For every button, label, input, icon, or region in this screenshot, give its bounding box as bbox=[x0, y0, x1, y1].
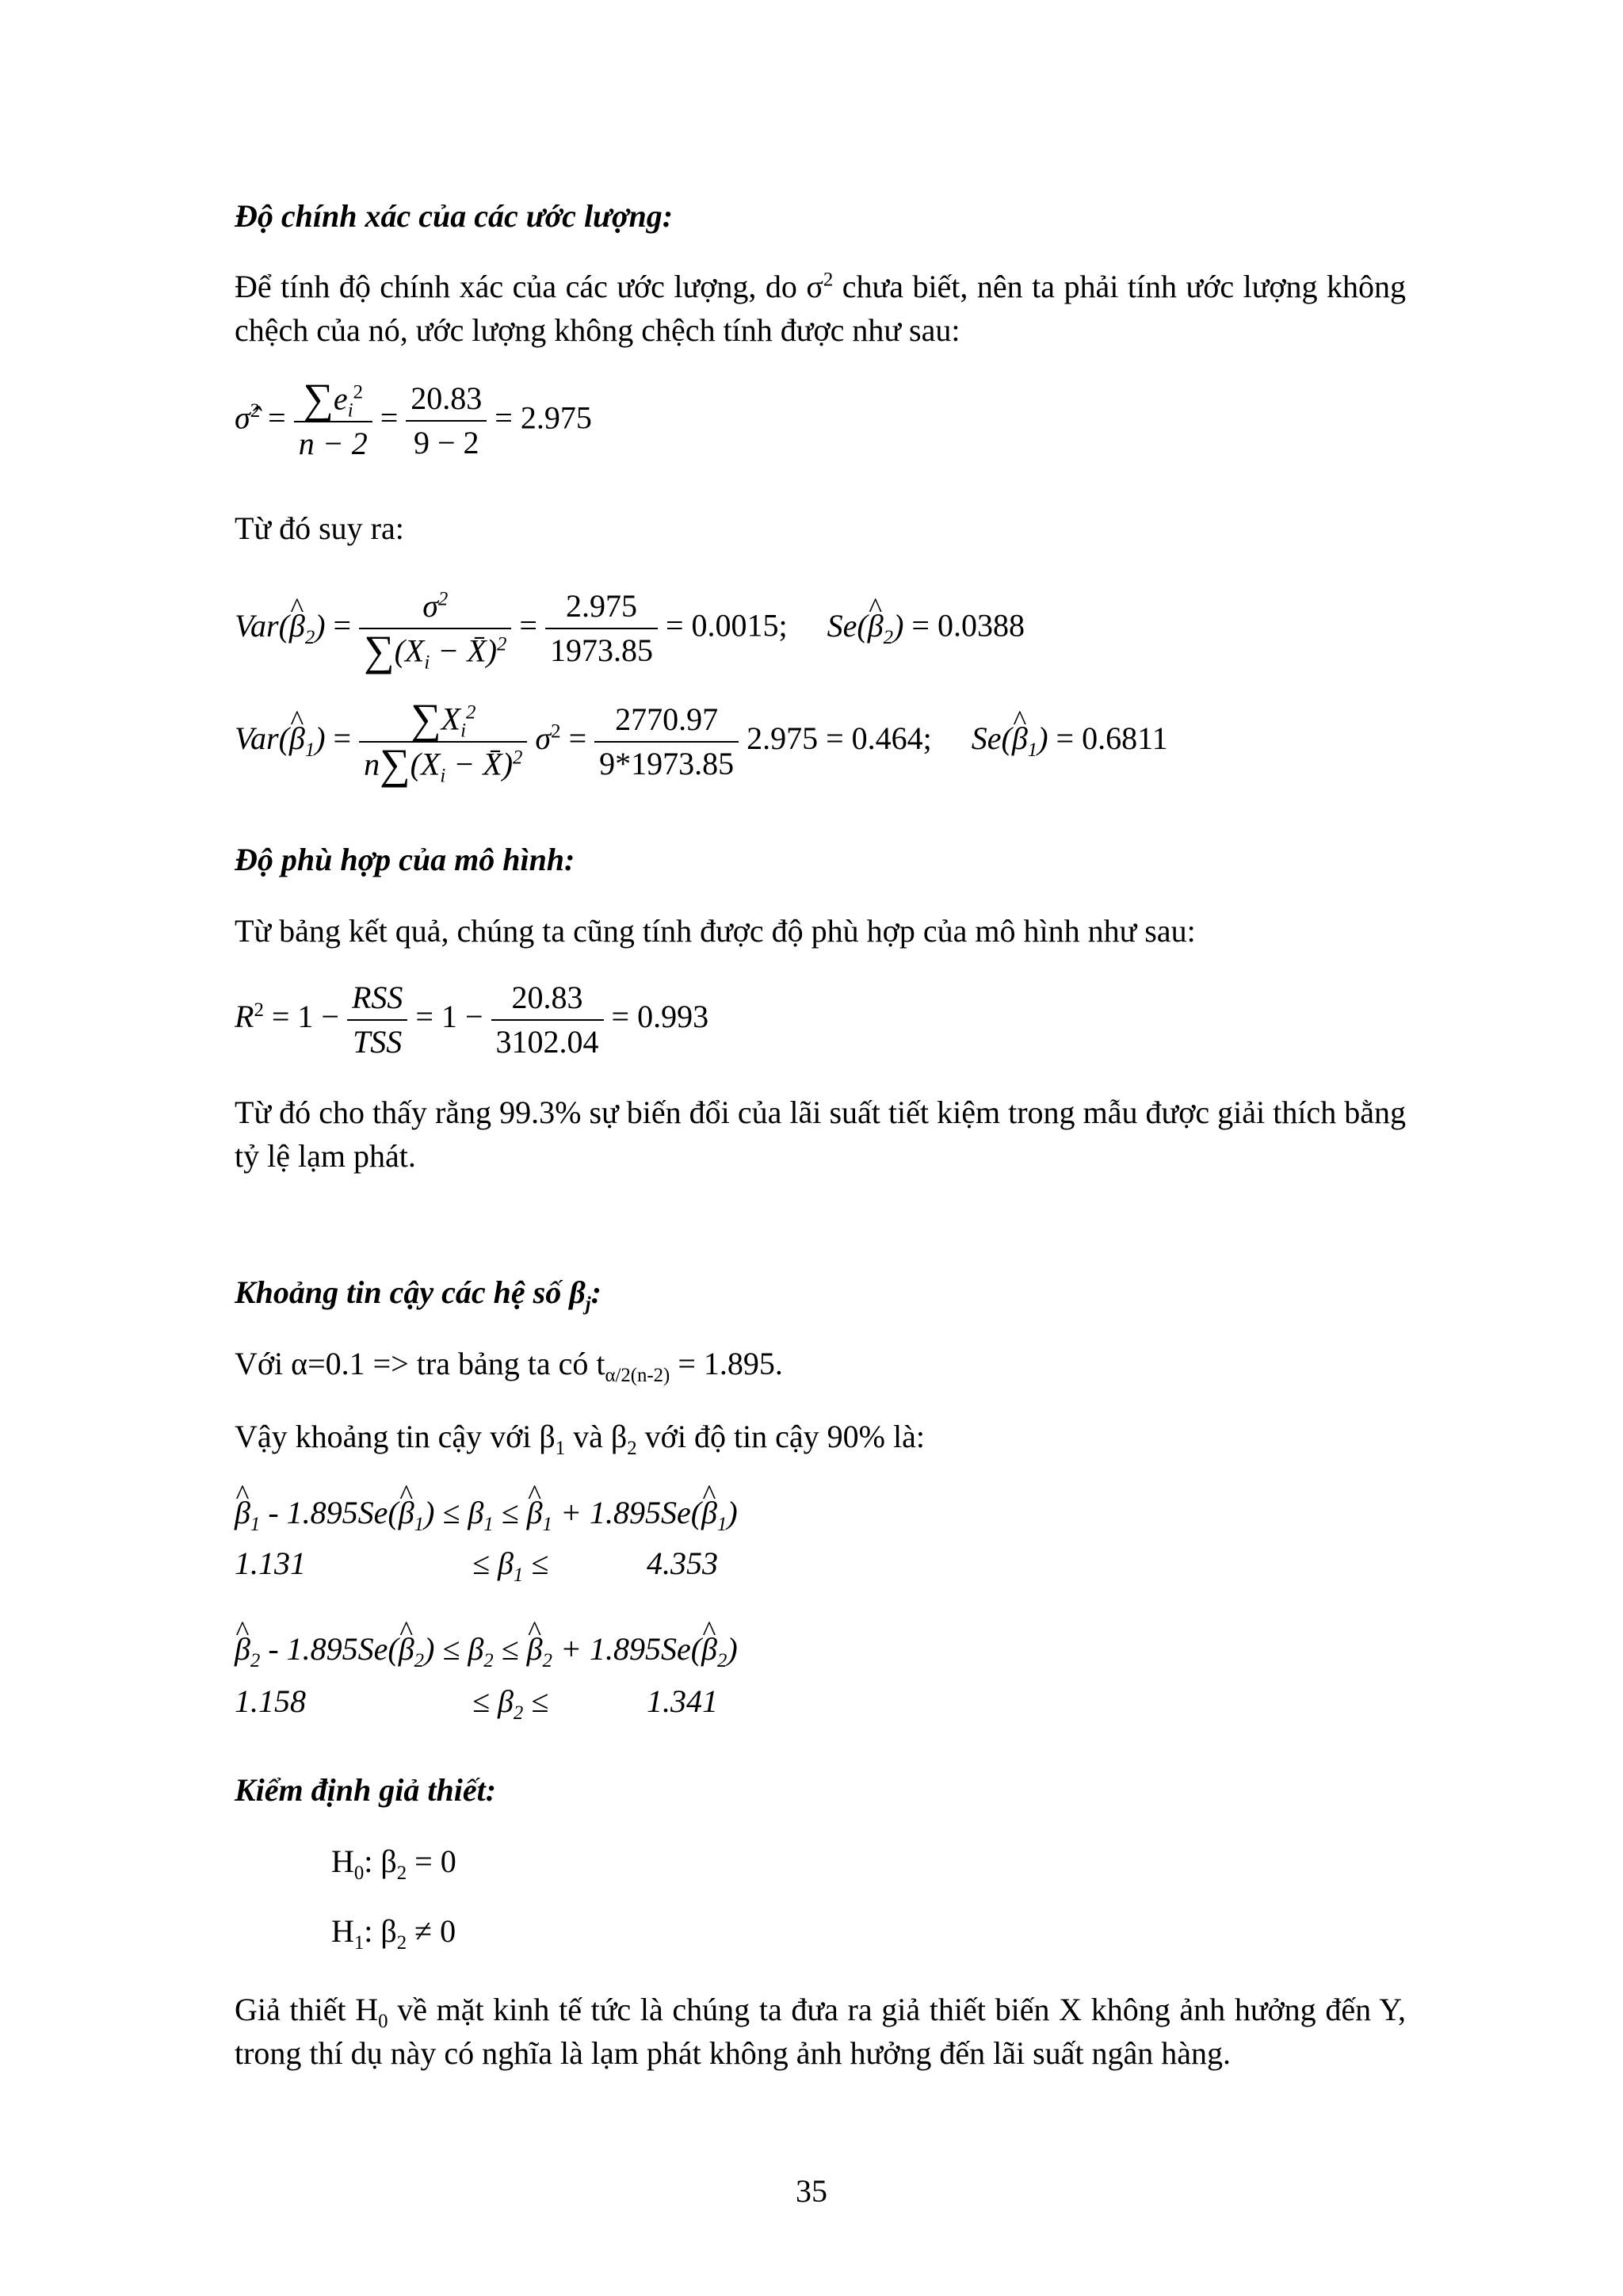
intro-fit: Từ bảng kết quả, chúng ta cũng tính được độ phù hợp của mô hình như sau: bbox=[235, 913, 1196, 949]
ci-beta1-low: 1.131 bbox=[235, 1545, 306, 1581]
ci-beta2-low: 1.158 bbox=[235, 1683, 306, 1719]
hypothesis-h0: $H_0$: $\beta_2 = 0$ bbox=[331, 1843, 456, 1884]
hypothesis-explanation: Giả thiết $H_0$ về mặt kinh tế tức là chúng ta đưa ra giả thiết biến X không ảnh hưởng đến Y, trong thí dụ này có nghĩa là lạm phát không ảnh hưởng đến lãi suất ngân hàng. bbox=[235, 1992, 1407, 2071]
ci-beta2-expression: ^ $\beta_2$ - 1.895Se(^ $\beta_2) \le \beta_2$ ≤ ^ $\beta_2$ + 1.895Se(^ $\beta_2$) bbox=[235, 1628, 738, 1671]
suy-ra-text: Từ đó suy ra: bbox=[235, 510, 404, 546]
page-number: 35 bbox=[796, 2173, 827, 2209]
heading-hypothesis: Kiểm định giả thiết: bbox=[235, 1772, 497, 1808]
ci-beta2-mid: ≤ $\beta_2$ ≤ bbox=[472, 1683, 549, 1724]
heading-fit: Độ phù hợp của mô hình: bbox=[235, 842, 575, 877]
ci-beta1-mid: ≤ $\beta_1$ ≤ bbox=[472, 1545, 549, 1586]
var-beta2-equation: Var(^ $\beta_2$) = $\frac{\sigma^2}{\sum(X_i - X̄)^2}$ = $\frac{2.975}{1973.85}$ = 0.0015; Se(^ $\beta_2) = 0.0388$ bbox=[235, 585, 1025, 673]
heading-precision: Độ chính xác của các ước lượng: bbox=[235, 198, 674, 234]
alpha-line: Với α=0.1 => tra bảng ta có $t_{\alpha/2(n-2)} = 1.895$. bbox=[235, 1346, 783, 1386]
ci-beta2-high: 1.341 bbox=[647, 1683, 718, 1719]
intro-precision: Để tính độ chính xác của các ước lượng, do $\sigma^2$ chưa biết, nên ta phải tính ước lượng không chệch của nó, ước lượng không chệch tính được như sau: bbox=[235, 269, 1407, 348]
r-squared-equation: $R^2 = 1$ − $\frac{\text{RSS}}{\text{TSS}}$ = 1 − $\frac{20.83}{3102.04}$ = 0.993 bbox=[235, 976, 708, 1064]
ci-beta1-expression: ^ $\beta_1$ - 1.895Se(^ $\beta_1) \le \beta_1$ ≤ ^ $\beta_1$ + 1.895Se(^ $\beta_1$) bbox=[235, 1492, 738, 1534]
heading-confidence: Khoảng tin cậy các hệ số $\beta_j$: bbox=[235, 1274, 601, 1315]
ci-beta1-high: 4.353 bbox=[647, 1545, 718, 1581]
sigma-hat-equation: σ̂$^2$ = $\frac{\sum e_i^2}{n - 2}$ = $\frac{20.83}{9 - 2}$ = 2.975 bbox=[235, 377, 592, 465]
conclusion-fit: Từ đó cho thấy rằng 99.3% sự biến đổi của lãi suất tiết kiệm trong mẫu được giải thích bằng tỷ lệ lạm phát. bbox=[235, 1095, 1406, 1174]
confidence-intro: Vậy khoảng tin cậy với $\beta_1$ và $\beta_2$ với độ tin cậy 90% là: bbox=[235, 1419, 925, 1459]
hypothesis-h1: $H_1$: $\beta_2 \ne 0$ bbox=[331, 1913, 456, 1954]
var-beta1-equation: Var(^ $\beta_1$) = $\frac{\sum X_i^2}{n\sum(X_i - X̄)^2}$ $\sigma^2$ = $\frac{2770.97}{9*1973.85}$ 2.975 = 0.464; Se(^ $\beta_1) = 0.6811$ bbox=[235, 697, 1168, 785]
